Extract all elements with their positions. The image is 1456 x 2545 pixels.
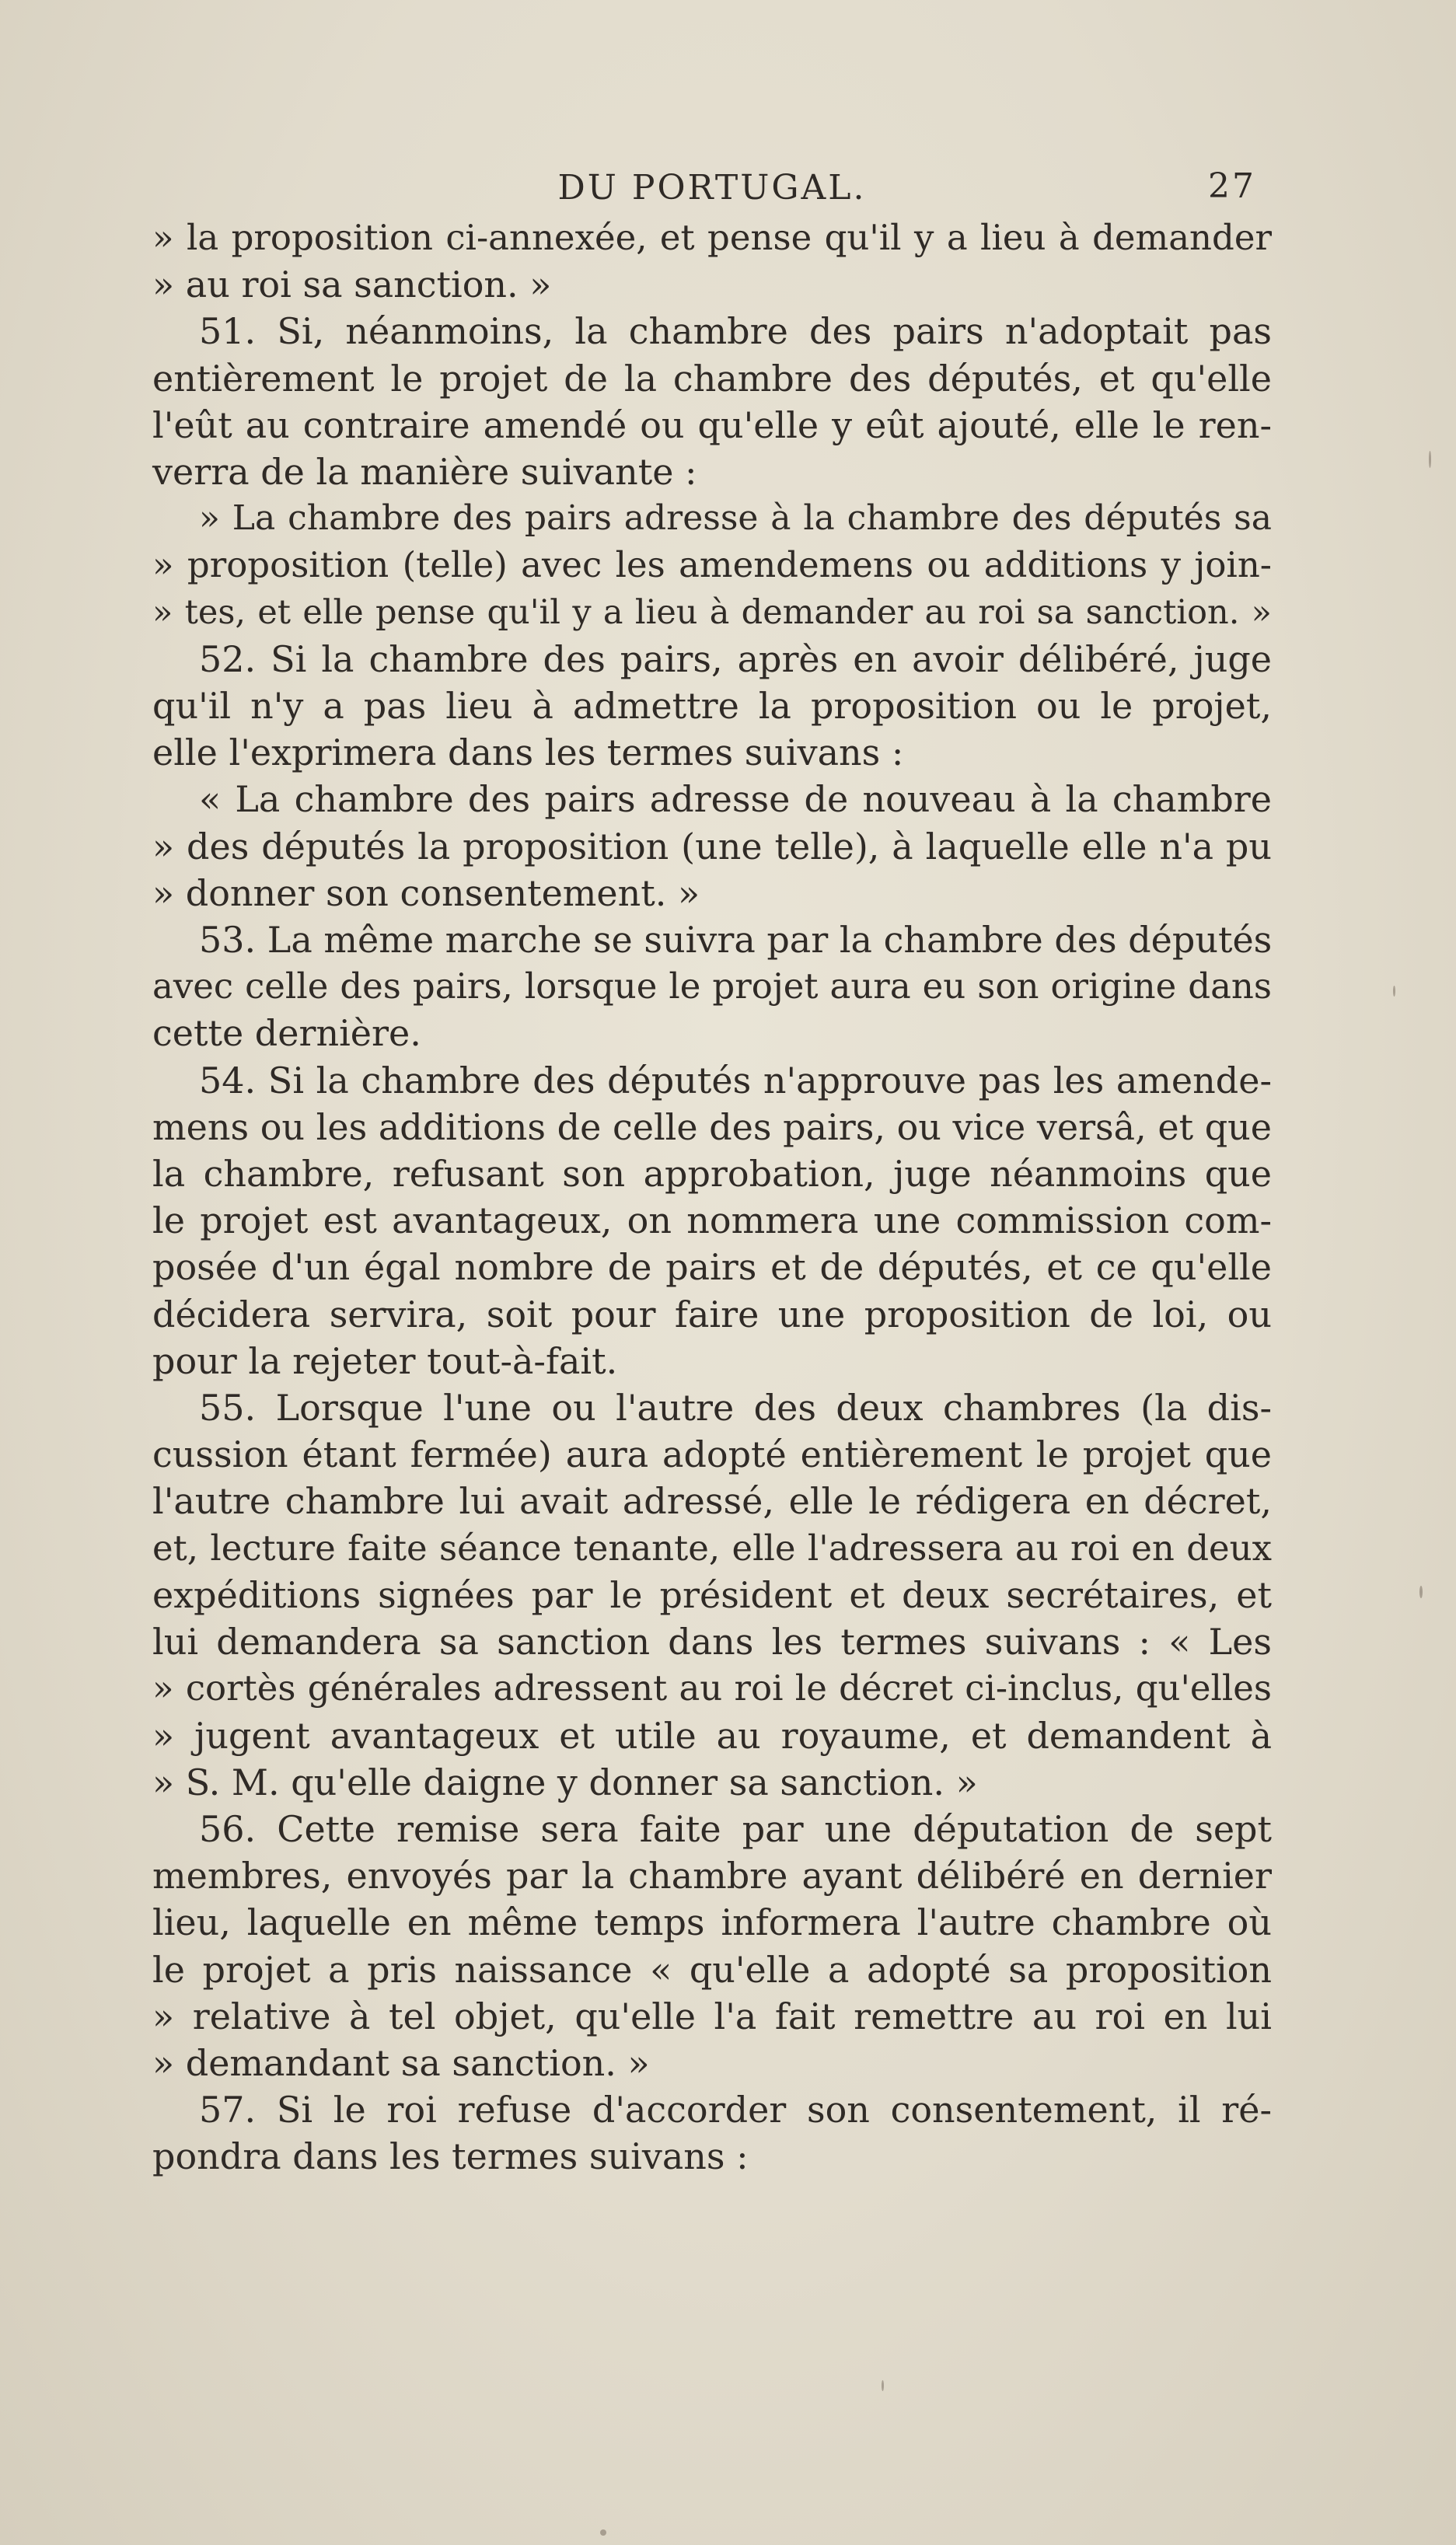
text-line: l'eût au contraire amendé ou qu'elle y eût ajouté, elle le ren-: [152, 403, 1272, 446]
text-line: » la proposition ci-annexée, et pense qu'il y a lieu à demander: [152, 217, 1272, 258]
paper-speck: [882, 2380, 884, 2391]
page-number: 27: [1208, 166, 1256, 206]
body-text: [152, 215, 1272, 2180]
text-line: » donner son consentement. »: [152, 871, 700, 914]
text-line: » S. M. qu'elle daigne y donner sa sanction. »: [152, 1761, 978, 1803]
text-line: le projet est avantageux, on nommera une commission com-: [152, 1199, 1272, 1242]
text-line: et, lecture faite séance tenante, elle l'adressera au roi en deux: [152, 1527, 1272, 1569]
text-line: 56. Cette remise sera faite par une députation de sept: [199, 1807, 1272, 1850]
text-line: expéditions signées par le président et deux secrétaires, et: [152, 1573, 1272, 1616]
text-line: » au roi sa sanction. »: [152, 264, 552, 306]
text-line: « La chambre des pairs adresse de nouveau à la chambre: [199, 778, 1272, 821]
running-head: [152, 148, 1272, 215]
text-line: 53. La même marche se suivra par la chambre des députés: [199, 919, 1273, 962]
paper-speck: [1429, 451, 1431, 468]
text-line: mens ou les additions de celle des pairs, ou vice versâ, et que: [152, 1105, 1272, 1148]
text-line: » La chambre des pairs adresse à la chambre des députés sa: [199, 498, 1272, 539]
paper-speck: [1393, 986, 1395, 997]
text-line: entièrement le projet de la chambre des députés, et qu'elle: [152, 357, 1272, 400]
text-line: l'autre chambre lui avait adressé, elle le rédigera en décret,: [152, 1480, 1272, 1523]
text-line: » cortès générales adressent au roi le décret ci-inclus, qu'elles: [152, 1667, 1272, 1709]
text-line: » des députés la proposition (une telle), à laquelle elle n'a pu: [152, 825, 1272, 868]
text-line: décidera servira, soit pour faire une proposition de loi, ou: [152, 1293, 1272, 1335]
text-line: 55. Lorsque l'une ou l'autre des deux chambres (la dis-: [199, 1387, 1272, 1430]
text-line: elle l'exprimera dans les termes suivans :: [152, 731, 904, 774]
text-line: avec celle des pairs, lorsque le projet aura eu son origine dans: [152, 965, 1272, 1007]
text-line: cussion étant fermée) aura adopté entièrement le projet que: [152, 1433, 1272, 1476]
text-line: le projet a pris naissance « qu'elle a adopté sa proposition: [152, 1948, 1272, 1991]
paper-speck: [600, 2529, 606, 2536]
text-line: posée d'un égal nombre de pairs et de députés, et ce qu'elle: [152, 1246, 1272, 1289]
text-line: pour la rejeter tout-à-fait.: [152, 1339, 618, 1382]
text-line: » demandant sa sanction. »: [152, 2041, 650, 2084]
text-block: [152, 148, 1272, 2180]
text-line: » tes, et elle pense qu'il y a lieu à demander au roi sa sanction. »: [152, 592, 1272, 632]
text-line: cette dernière.: [152, 1012, 421, 1055]
text-line: membres, envoyés par la chambre ayant délibéré en dernier: [152, 1855, 1272, 1897]
text-line: » relative à tel objet, qu'elle l'a fait remettre au roi en lui: [152, 1995, 1272, 2037]
text-line: lui demandera sa sanction dans les termes suivans : « Les: [152, 1621, 1272, 1664]
text-line: lieu, laquelle en même temps informera l'autre chambre où: [152, 1901, 1272, 1944]
text-line: pondra dans les termes suivans :: [152, 2135, 749, 2178]
text-line: qu'il n'y a pas lieu à admettre la proposition ou le projet,: [152, 685, 1272, 728]
text-line: » jugent avantageux et utile au royaume, et demandent à: [152, 1714, 1272, 1757]
running-title: DU PORTUGAL.: [557, 168, 867, 208]
text-line: 52. Si la chambre des pairs, après en avoir délibéré, juge: [199, 637, 1272, 680]
paper-speck: [1419, 1586, 1423, 1598]
text-line: 54. Si la chambre des députés n'approuve pas les amende-: [199, 1059, 1272, 1101]
text-line: la chambre, refusant son approbation, juge néanmoins que: [152, 1153, 1272, 1196]
text-line: 51. Si, néanmoins, la chambre des pairs n'adoptait pas: [199, 310, 1272, 353]
text-line: 57. Si le roi refuse d'accorder son consentement, il ré-: [199, 2089, 1272, 2131]
text-line: » proposition (telle) avec les amendemens ou additions y join-: [152, 544, 1272, 586]
text-line: verra de la manière suivante :: [152, 451, 697, 494]
